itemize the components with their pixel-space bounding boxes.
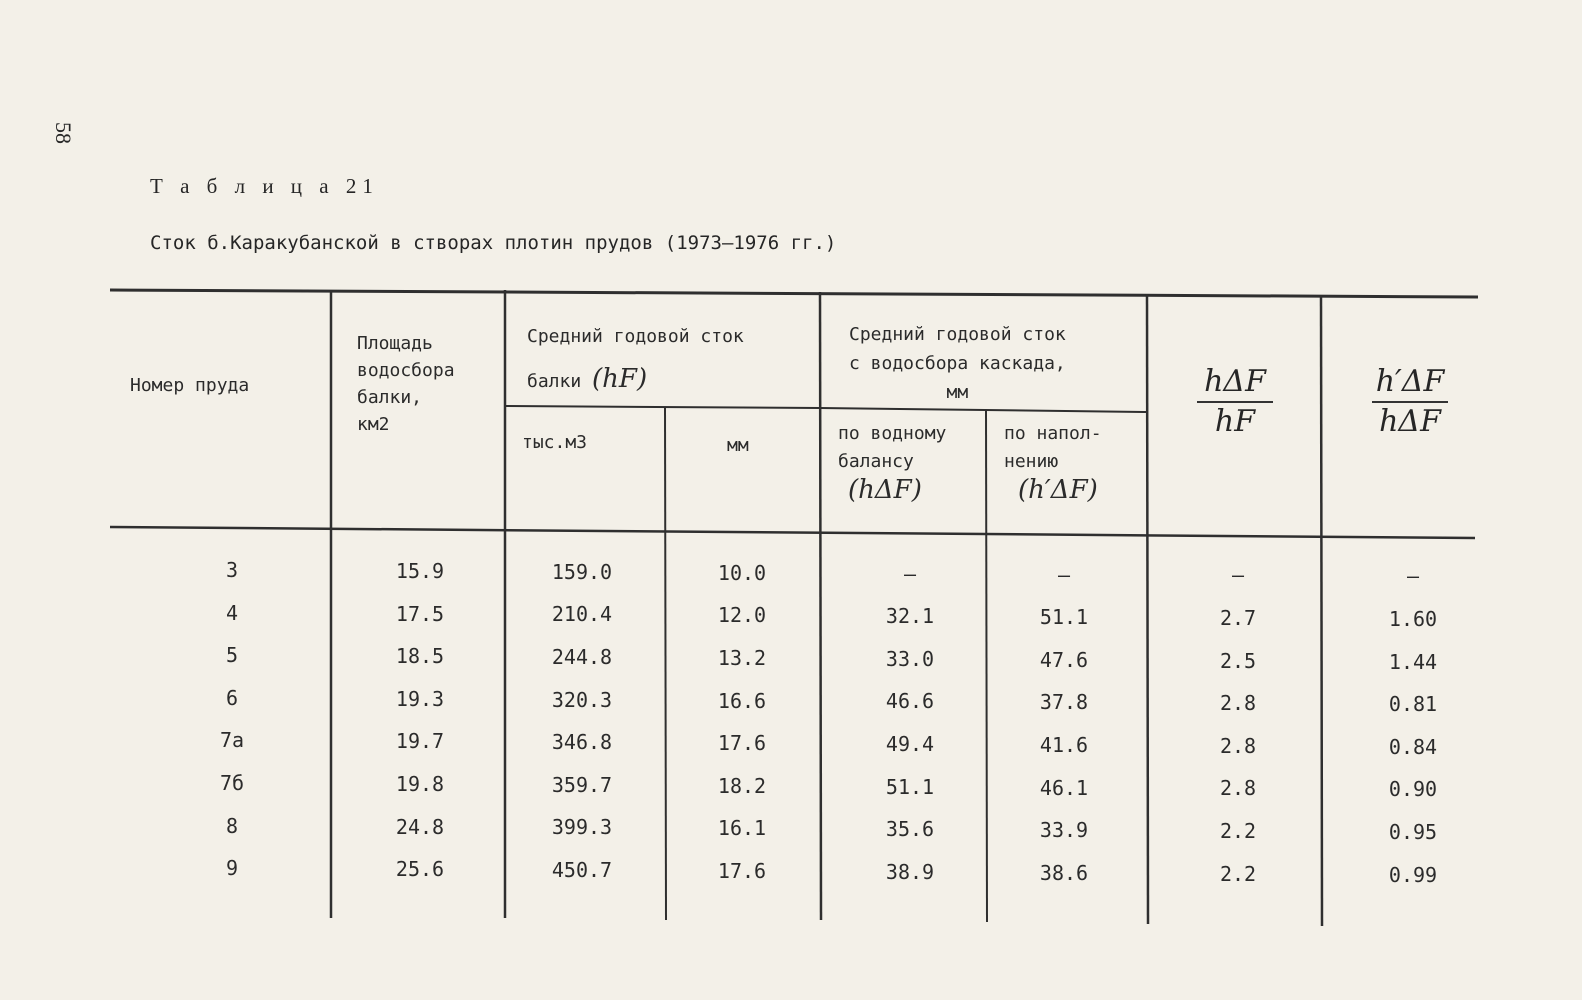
cell-pond-number: 7а: [219, 728, 245, 753]
subheader-rule-cascade: [820, 408, 1147, 412]
cell-catchment-area: 24.8: [395, 814, 445, 839]
cell-ratio-2: 0.99: [1388, 862, 1438, 887]
header-water-balance: по водному балансу (hΔF): [838, 423, 947, 505]
ratio1-header: [1185, 365, 1285, 439]
cell-runoff-thousand-m3: 244.8: [551, 645, 613, 669]
table-title: Сток б.Каракубанской в створах плотин прудов (1973–1976 гг.): [150, 232, 837, 254]
cell-ratio-2: 1.60: [1388, 606, 1438, 631]
cell-water-balance: 49.4: [885, 732, 935, 756]
cell-runoff-thousand-m3: 320.3: [551, 687, 613, 712]
cell-water-balance: 38.9: [885, 859, 935, 884]
header-area: Площадь водосбора балки, км2: [357, 333, 455, 435]
ratio2-header: [1360, 365, 1460, 439]
cell-runoff-thousand-m3: 450.7: [551, 858, 613, 882]
ratio1-fraction-bar: [1197, 401, 1273, 403]
cell-runoff-mm: 17.6: [717, 858, 767, 883]
cell-ratio-1: 2.2: [1219, 819, 1257, 843]
col-divider-3: [665, 407, 666, 920]
cell-filling: 46.1: [1039, 775, 1089, 800]
cell-water-balance: 35.6: [885, 817, 935, 842]
gully-runoff-symbol: (hF): [592, 364, 648, 394]
header-gully-runoff: Средний годовой сток балки (hF): [527, 326, 744, 394]
ratio2-fraction-bar: [1372, 401, 1448, 403]
cell-ratio-1: 2.2: [1219, 861, 1257, 886]
ratio2-numerator: h′ΔF: [1375, 364, 1445, 399]
ratio1-denominator: hF: [1214, 404, 1256, 439]
cell-runoff-thousand-m3: 210.4: [551, 602, 613, 627]
cell-runoff-mm: 10.0: [717, 560, 767, 585]
cell-runoff-mm: 17.6: [717, 731, 767, 756]
cell-ratio-1: 2.8: [1219, 776, 1257, 801]
cell-ratio-1: 2.8: [1219, 691, 1257, 716]
header-bottom-rule: [110, 527, 1475, 538]
cell-catchment-area: 19.8: [395, 771, 445, 796]
cell-ratio-2: 0.90: [1388, 777, 1438, 802]
cell-runoff-mm: 18.2: [717, 773, 767, 798]
cell-catchment-area: 19.7: [395, 729, 445, 754]
water-balance-symbol: (hΔF): [848, 475, 922, 505]
col-divider-7: [1321, 296, 1322, 926]
cell-water-balance: 32.1: [885, 604, 935, 629]
cell-runoff-thousand-m3: 346.8: [551, 730, 613, 755]
cell-ratio-1: 2.5: [1219, 648, 1257, 673]
page-number: 58: [51, 122, 76, 144]
cell-runoff-mm: 16.1: [717, 816, 767, 841]
ratio1-numerator: hΔF: [1204, 364, 1266, 399]
cell-water-balance: 46.6: [885, 689, 935, 714]
subheader-rule-gully: [505, 406, 820, 408]
header-filling: по напол- нению (h′ΔF): [1004, 423, 1102, 505]
cell-runoff-thousand-m3: 399.3: [551, 815, 613, 840]
top-rule: [110, 290, 1478, 297]
header-thousand-m3: тыс.м3: [522, 432, 588, 453]
cell-water-balance: –: [903, 561, 917, 586]
cell-ratio-2: 0.81: [1388, 692, 1438, 717]
cell-water-balance: 51.1: [885, 774, 935, 799]
cell-ratio-1: 2.8: [1219, 733, 1257, 758]
cell-pond-number: 7б: [219, 771, 245, 795]
col-divider-5: [986, 410, 987, 922]
cell-runoff-mm: 16.6: [717, 688, 767, 713]
cell-runoff-mm: 13.2: [717, 645, 767, 670]
cell-ratio-2: 1.44: [1388, 649, 1438, 674]
header-pond: Номер пруда: [130, 375, 250, 396]
cell-catchment-area: 17.5: [395, 601, 445, 626]
cell-filling: 33.9: [1039, 818, 1089, 843]
cell-filling: 47.6: [1039, 647, 1089, 672]
header-cascade-runoff: Средний годовой сток с водосбора каскада, мм: [849, 324, 1066, 403]
cell-filling: 41.6: [1039, 732, 1089, 757]
cell-filling: 37.8: [1039, 690, 1089, 715]
table-label: Т а б л и ц а 21: [150, 174, 379, 198]
cell-catchment-area: 25.6: [395, 857, 445, 882]
ratio2-denominator: hΔF: [1379, 404, 1441, 439]
cell-ratio-1: 2.7: [1219, 606, 1257, 630]
cell-runoff-thousand-m3: 159.0: [551, 559, 613, 584]
col-divider-6: [1147, 294, 1148, 924]
cell-ratio-2: 0.84: [1388, 734, 1438, 759]
cell-pond-number: 3: [225, 558, 239, 582]
cell-ratio-2: 0.95: [1388, 819, 1438, 844]
cell-catchment-area: 19.3: [395, 686, 445, 711]
filling-symbol: (h′ΔF): [1018, 475, 1098, 505]
cell-water-balance: 33.0: [885, 646, 935, 671]
cell-pond-number: 6: [225, 685, 239, 710]
cell-catchment-area: 15.9: [395, 558, 445, 583]
cell-runoff-thousand-m3: 359.7: [551, 772, 613, 797]
cell-pond-number: 8: [225, 813, 239, 838]
cell-filling: 38.6: [1039, 860, 1089, 885]
cell-ratio-2: –: [1406, 564, 1420, 589]
cell-pond-number: 4: [225, 600, 239, 625]
cell-filling: –: [1057, 562, 1071, 587]
cell-ratio-1: –: [1231, 563, 1245, 588]
cell-filling: 51.1: [1039, 605, 1089, 630]
cell-pond-number: 5: [225, 643, 239, 668]
header-mm: мм: [727, 435, 749, 456]
col-divider-4: [820, 292, 821, 920]
cell-runoff-mm: 12.0: [717, 603, 767, 628]
cell-pond-number: 9: [225, 856, 239, 881]
cell-catchment-area: 18.5: [395, 644, 445, 669]
